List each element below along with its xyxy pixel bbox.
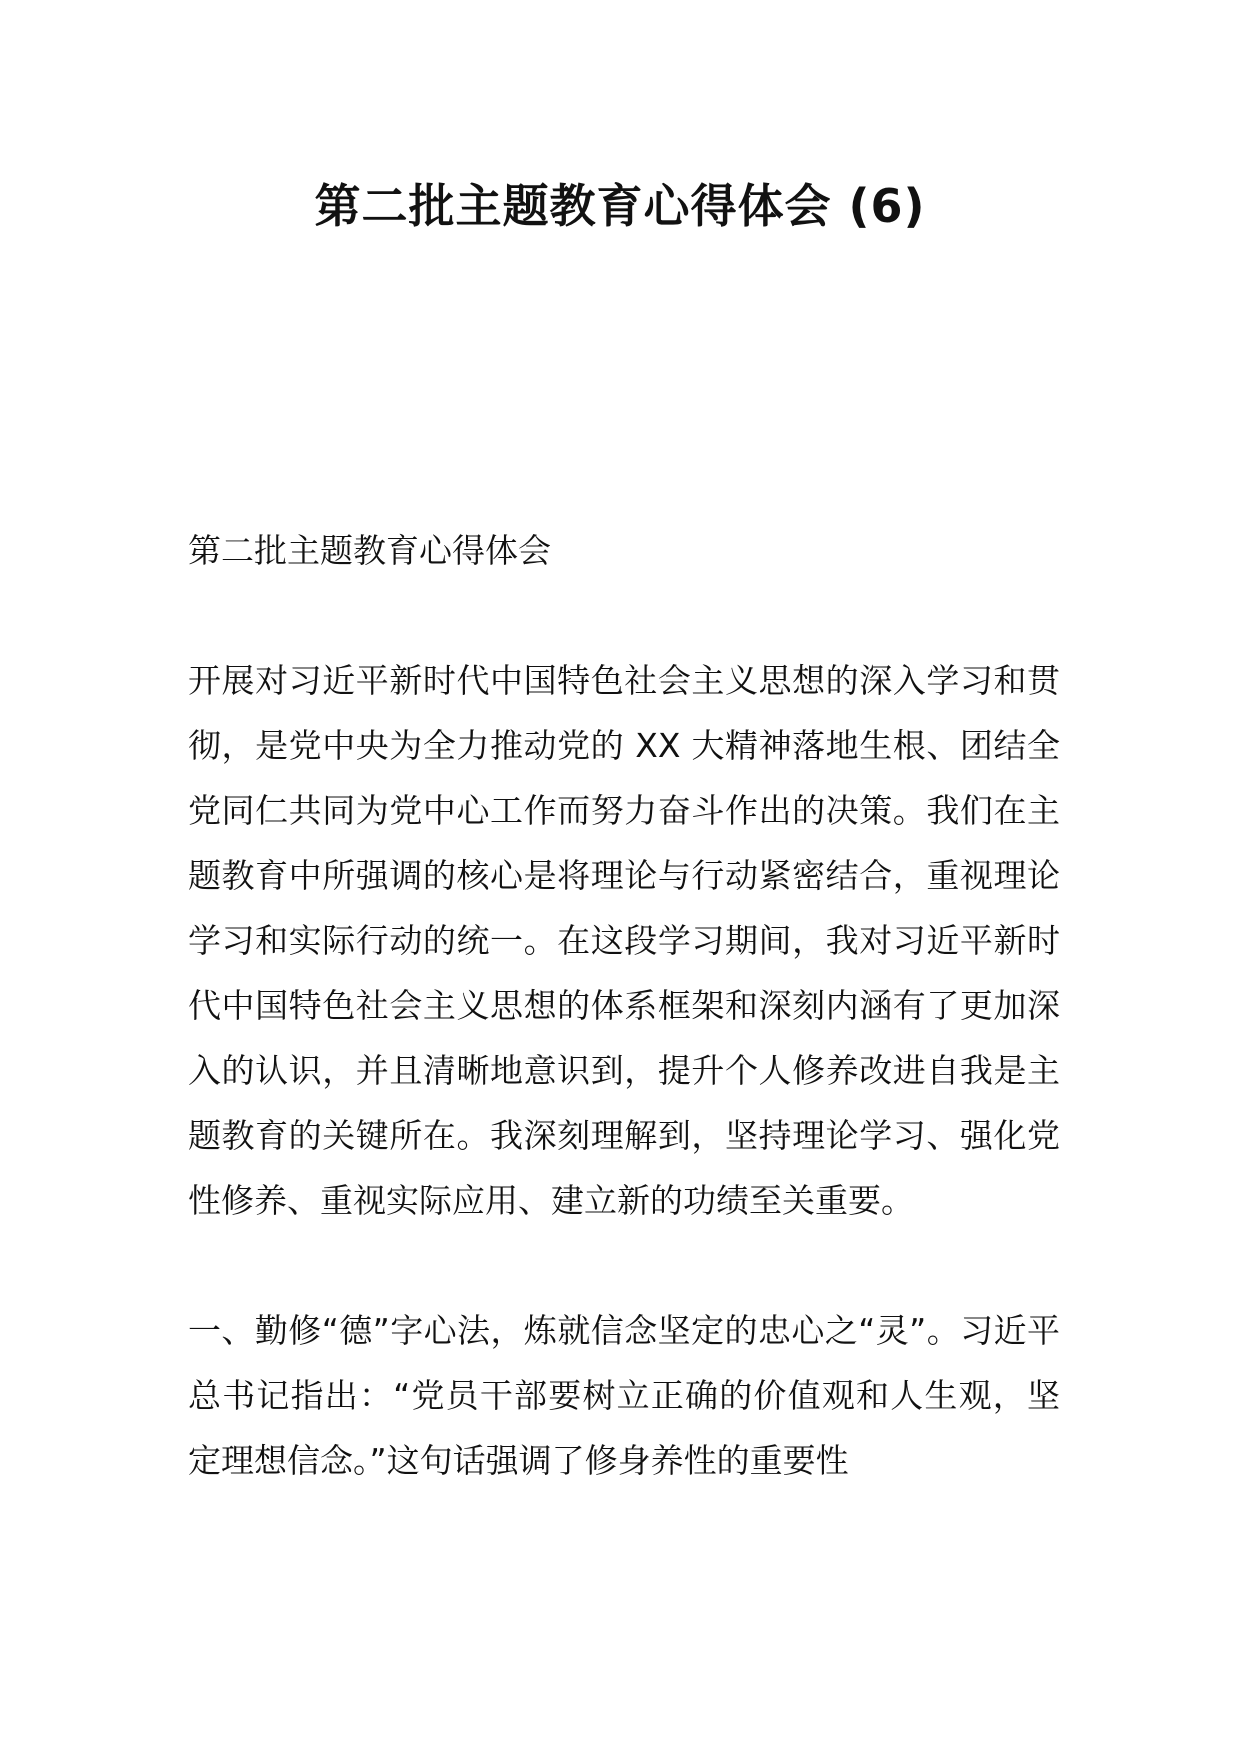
document-body — [188, 518, 1060, 1493]
document-subtitle: 第二批主题教育心得体会 — [188, 531, 551, 570]
paragraph-section-one: 一、勤修“德”字心法，炼就信念坚定的忠心之“灵”。习近平总书记指出：“党员干部要树立正确的价值观和人生观，坚定理想信念。”这句话强调了修身养性的重要性 — [188, 1311, 1060, 1480]
paragraph-intro: 开展对习近平新时代中国特色社会主义思想的深入学习和贯彻，是党中央为全力推动党的 XX 大精神落地生根、团结全党同仁共同为党中心工作而努力奋斗作出的决策。我们在主题教育中所强调的核心是将理论与行动紧密结合，重视理论学习和实际行动的统一。在这段学习期间，我对习近平新时代中国特色社会主义思想的体系框架和深刻内涵有了更加深入的认识，并且清晰地意识到，提升个人修养改进自我是主题教育的关键所在。我深刻理解到，坚持理论学习、强化党性修养、重视实际应用、建立新的功绩至关重要。 — [188, 661, 1060, 1220]
document-title: 第二批主题教育心得体会 (6) — [314, 179, 926, 233]
